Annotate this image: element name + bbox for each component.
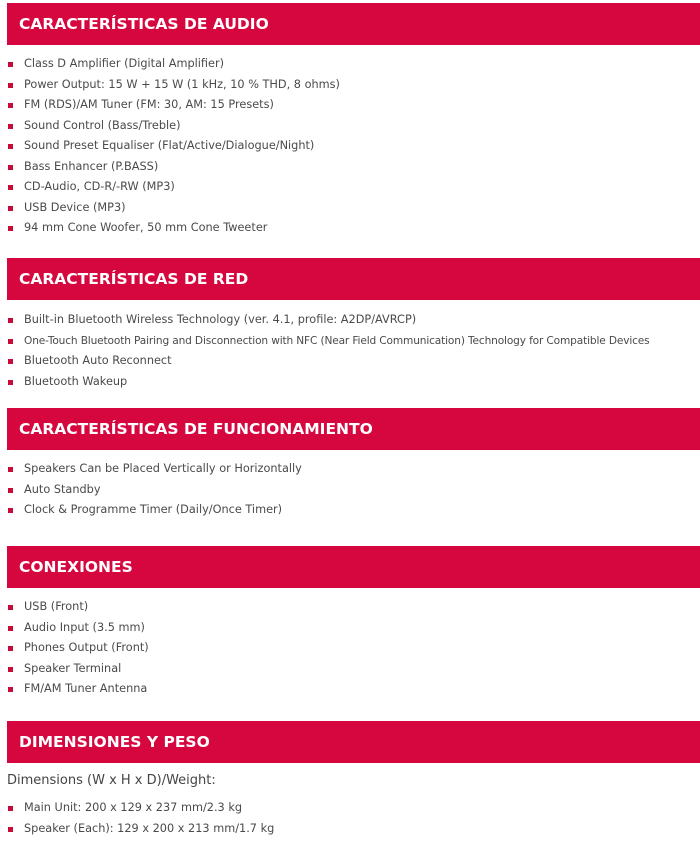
bullet-square-icon [8,806,13,811]
dimensions-list [8,798,274,839]
bullet-square-icon [8,667,13,672]
network-features-list [8,310,650,392]
list-item: Audio Input (3.5 mm) [8,618,149,639]
list-item: Bluetooth Auto Reconnect [8,351,650,372]
list-item: Built-in Bluetooth Wireless Technology (ver. 4.1, profile: A2DP/AVRCP) [8,310,650,331]
list-item: Sound Preset Equaliser (Flat/Active/Dialogue/Night) [8,136,340,157]
bullet-square-icon [8,62,13,67]
bullet-square-icon [8,359,13,364]
list-item: Phones Output (Front) [8,638,149,659]
bullet-square-icon [8,467,13,472]
list-item: 94 mm Cone Woofer, 50 mm Cone Tweeter [8,218,340,239]
section-title-network: CARACTERÍSTICAS DE RED [19,270,249,288]
bullet-square-icon [8,124,13,129]
list-item: Speaker (Each): 129 x 200 x 213 mm/1.7 kg [8,819,274,840]
list-item: Speaker Terminal [8,659,149,680]
bullet-square-icon [8,144,13,149]
bullet-square-icon [8,103,13,108]
bullet-square-icon [8,83,13,88]
list-item: Bass Enhancer (P.BASS) [8,157,340,178]
section-title-connections: CONEXIONES [19,558,133,576]
list-item: Sound Control (Bass/Treble) [8,116,340,137]
audio-features-list [8,54,340,239]
list-item: Class D Amplifier (Digital Amplifier) [8,54,340,75]
list-item: Power Output: 15 W + 15 W (1 kHz, 10 % THD, 8 ohms) [8,75,340,96]
bullet-square-icon [8,339,13,344]
bullet-square-icon [8,318,13,323]
list-item: Clock & Programme Timer (Daily/Once Timer) [8,500,302,521]
section-header-operation [7,408,700,450]
list-item: Bluetooth Wakeup [8,372,650,393]
section-header-audio [7,3,700,45]
list-item: Speakers Can be Placed Vertically or Horizontally [8,459,302,480]
list-item: FM (RDS)/AM Tuner (FM: 30, AM: 15 Presets) [8,95,340,116]
list-item: One-Touch Bluetooth Pairing and Disconnection with NFC (Near Field Communication) Technology for Compatible Devices [8,331,650,352]
bullet-square-icon [8,687,13,692]
bullet-square-icon [8,165,13,170]
list-item: CD-Audio, CD-R/-RW (MP3) [8,177,340,198]
section-header-network [7,258,700,300]
bullet-square-icon [8,508,13,513]
list-item: Main Unit: 200 x 129 x 237 mm/2.3 kg [8,798,274,819]
list-item: Auto Standby [8,480,302,501]
dimensions-intro: Dimensions (W x H x D)/Weight: [7,773,216,788]
section-title-audio: CARACTERÍSTICAS DE AUDIO [19,15,269,33]
bullet-square-icon [8,185,13,190]
bullet-square-icon [8,646,13,651]
bullet-square-icon [8,827,13,832]
operation-features-list [8,459,302,521]
list-item: FM/AM Tuner Antenna [8,679,149,700]
section-header-connections [7,546,700,588]
bullet-square-icon [8,626,13,631]
section-header-dimensions [7,721,700,763]
bullet-square-icon [8,206,13,211]
section-title-dimensions: DIMENSIONES Y PESO [19,733,210,751]
list-item: USB Device (MP3) [8,198,340,219]
bullet-square-icon [8,380,13,385]
bullet-square-icon [8,226,13,231]
bullet-square-icon [8,605,13,610]
bullet-square-icon [8,488,13,493]
list-item: USB (Front) [8,597,149,618]
connections-list [8,597,149,700]
section-title-operation: CARACTERÍSTICAS DE FUNCIONAMIENTO [19,420,373,438]
